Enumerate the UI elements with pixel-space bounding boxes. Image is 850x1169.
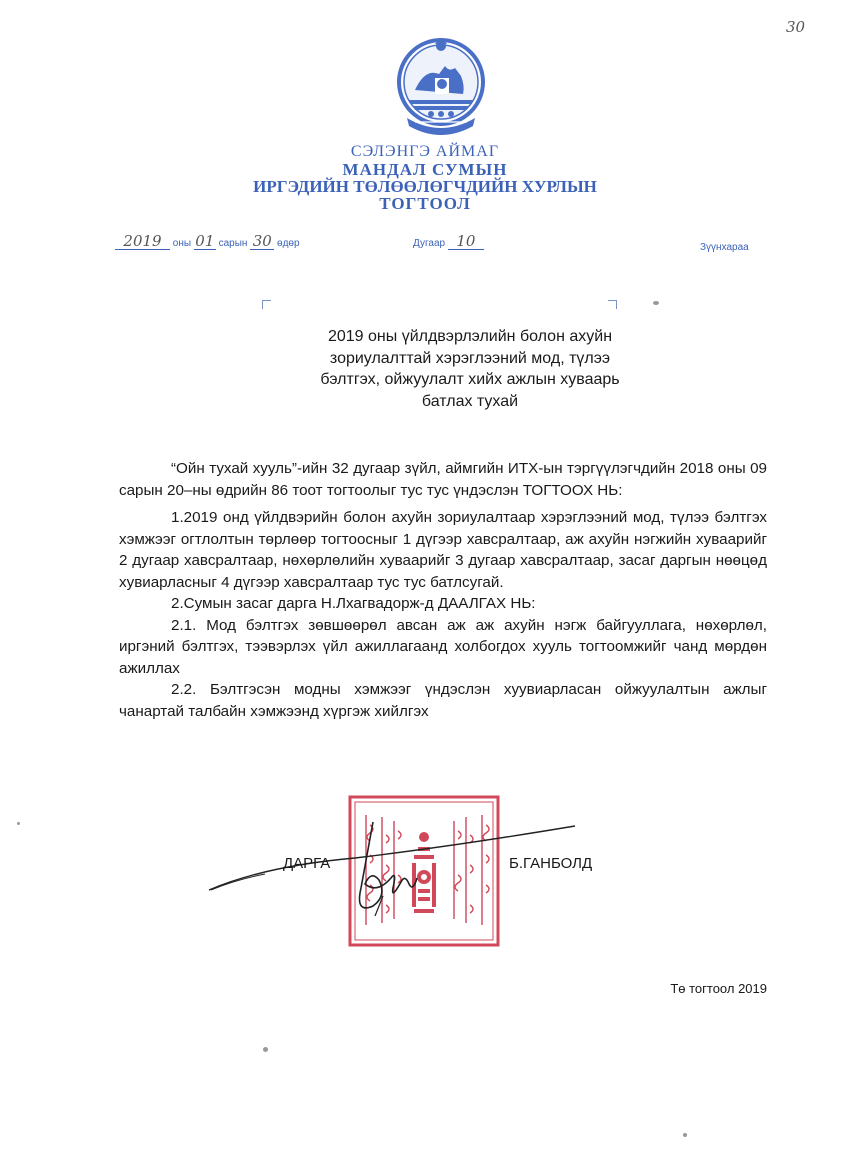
paper-mark [653, 301, 659, 305]
header-khural: ИРГЭДИЙН ТӨЛӨӨЛӨГЧДИЙН ХУРЛЫН [253, 177, 597, 196]
body-paragraph-2-2: 2.2. Бэлтгэсэн модны хэмжээг үндэслэн хуувиарласан ойжуулалтын ажлыг чанартай талбайн хэмжээнд хүргэж хийлгэх [119, 681, 767, 720]
body-paragraph-preamble: “Ойн тухай хууль”-ийн 32 дугаар зүйл, аймгийн ИТХ-ын тэргүүлэгчдийн 2018 оны 09 сарын 20–ны өдрийн 86 тоот тогтоолыг тус тус үндэслэн ТОГТООХ НЬ: [119, 460, 767, 499]
title-bracket-left [262, 300, 271, 309]
signatory-position: ДАРГА [283, 855, 331, 872]
header-document-type: ТОГТООЛ [379, 194, 471, 213]
date-day: 30 [250, 233, 274, 250]
number-value: 10 [448, 233, 484, 250]
body-paragraph-2: 2.Сумын засаг дарга Н.Лхагвадорж-д ДААЛГАХ НЬ: [171, 595, 536, 612]
body-paragraph-2-1: 2.1. Мод бэлтгэх зөвшөөрөл авсан аж аж ахуйн нэгж байгууллага, нөхөрлөл, иргэний бэлтгэх, тээвэрлэх үйл ажиллагаанд холбогдох хууль тогтоомжийг чанд мөрдөн ажиллах [119, 616, 767, 677]
date-field [115, 233, 300, 250]
header-sum: МАНДАЛ СУМЫН [342, 160, 508, 179]
number-label: Дугаар [413, 238, 446, 249]
signatory-name: Б.ГАНБОЛД [509, 855, 593, 872]
paper-mark [17, 822, 20, 825]
title-bracket-right [608, 300, 617, 309]
date-year-label: оны [172, 238, 192, 249]
header-aimag: СЭЛЭНГЭ АЙМАГ [350, 143, 500, 160]
paper-mark [263, 1047, 268, 1052]
date-month-label: сарын [218, 238, 248, 249]
date-year: 2019 [115, 233, 170, 250]
document-title [300, 326, 640, 412]
page-number: 30 [786, 18, 806, 36]
number-field [413, 233, 484, 250]
date-day-label: өдөр [277, 238, 300, 249]
body-paragraph-1: 1.2019 онд үйлдвэрийн болон ахуйн зориулалтаар хэрэглээний мод, түлээ бэлтгэх хэмжээг огтлолтын төрлөөр тогтоосныг 1 дүгээр хавсралтаар, аж ахуйн нэгжийн хуваарийг 2 дугаар хавсралтаар, нөхөрлөлийн хуваарийг 3 дугаар хавсралтаар, засаг даргын нөөцөд хувиарласныг 4 дүгээр хавсралтаар тус тус батлсугай. [119, 509, 767, 591]
title-line: зориулалттай хэрэглээний мод, түлээ [329, 349, 611, 367]
title-line: батлах тухай [421, 392, 519, 410]
document-body [119, 458, 767, 722]
paper-mark [683, 1133, 687, 1137]
title-line: бэлтгэх, ойжуулалт хийх ажлын хуваарь [320, 371, 620, 388]
date-month: 01 [195, 232, 215, 250]
footer-reference: Тө тогтоол 2019 [670, 981, 767, 996]
place-name: Зүүнхараа [700, 242, 749, 253]
title-line: 2019 оны үйлдвэрлэлийн болон ахуйн [327, 328, 613, 345]
state-emblem [395, 38, 487, 136]
